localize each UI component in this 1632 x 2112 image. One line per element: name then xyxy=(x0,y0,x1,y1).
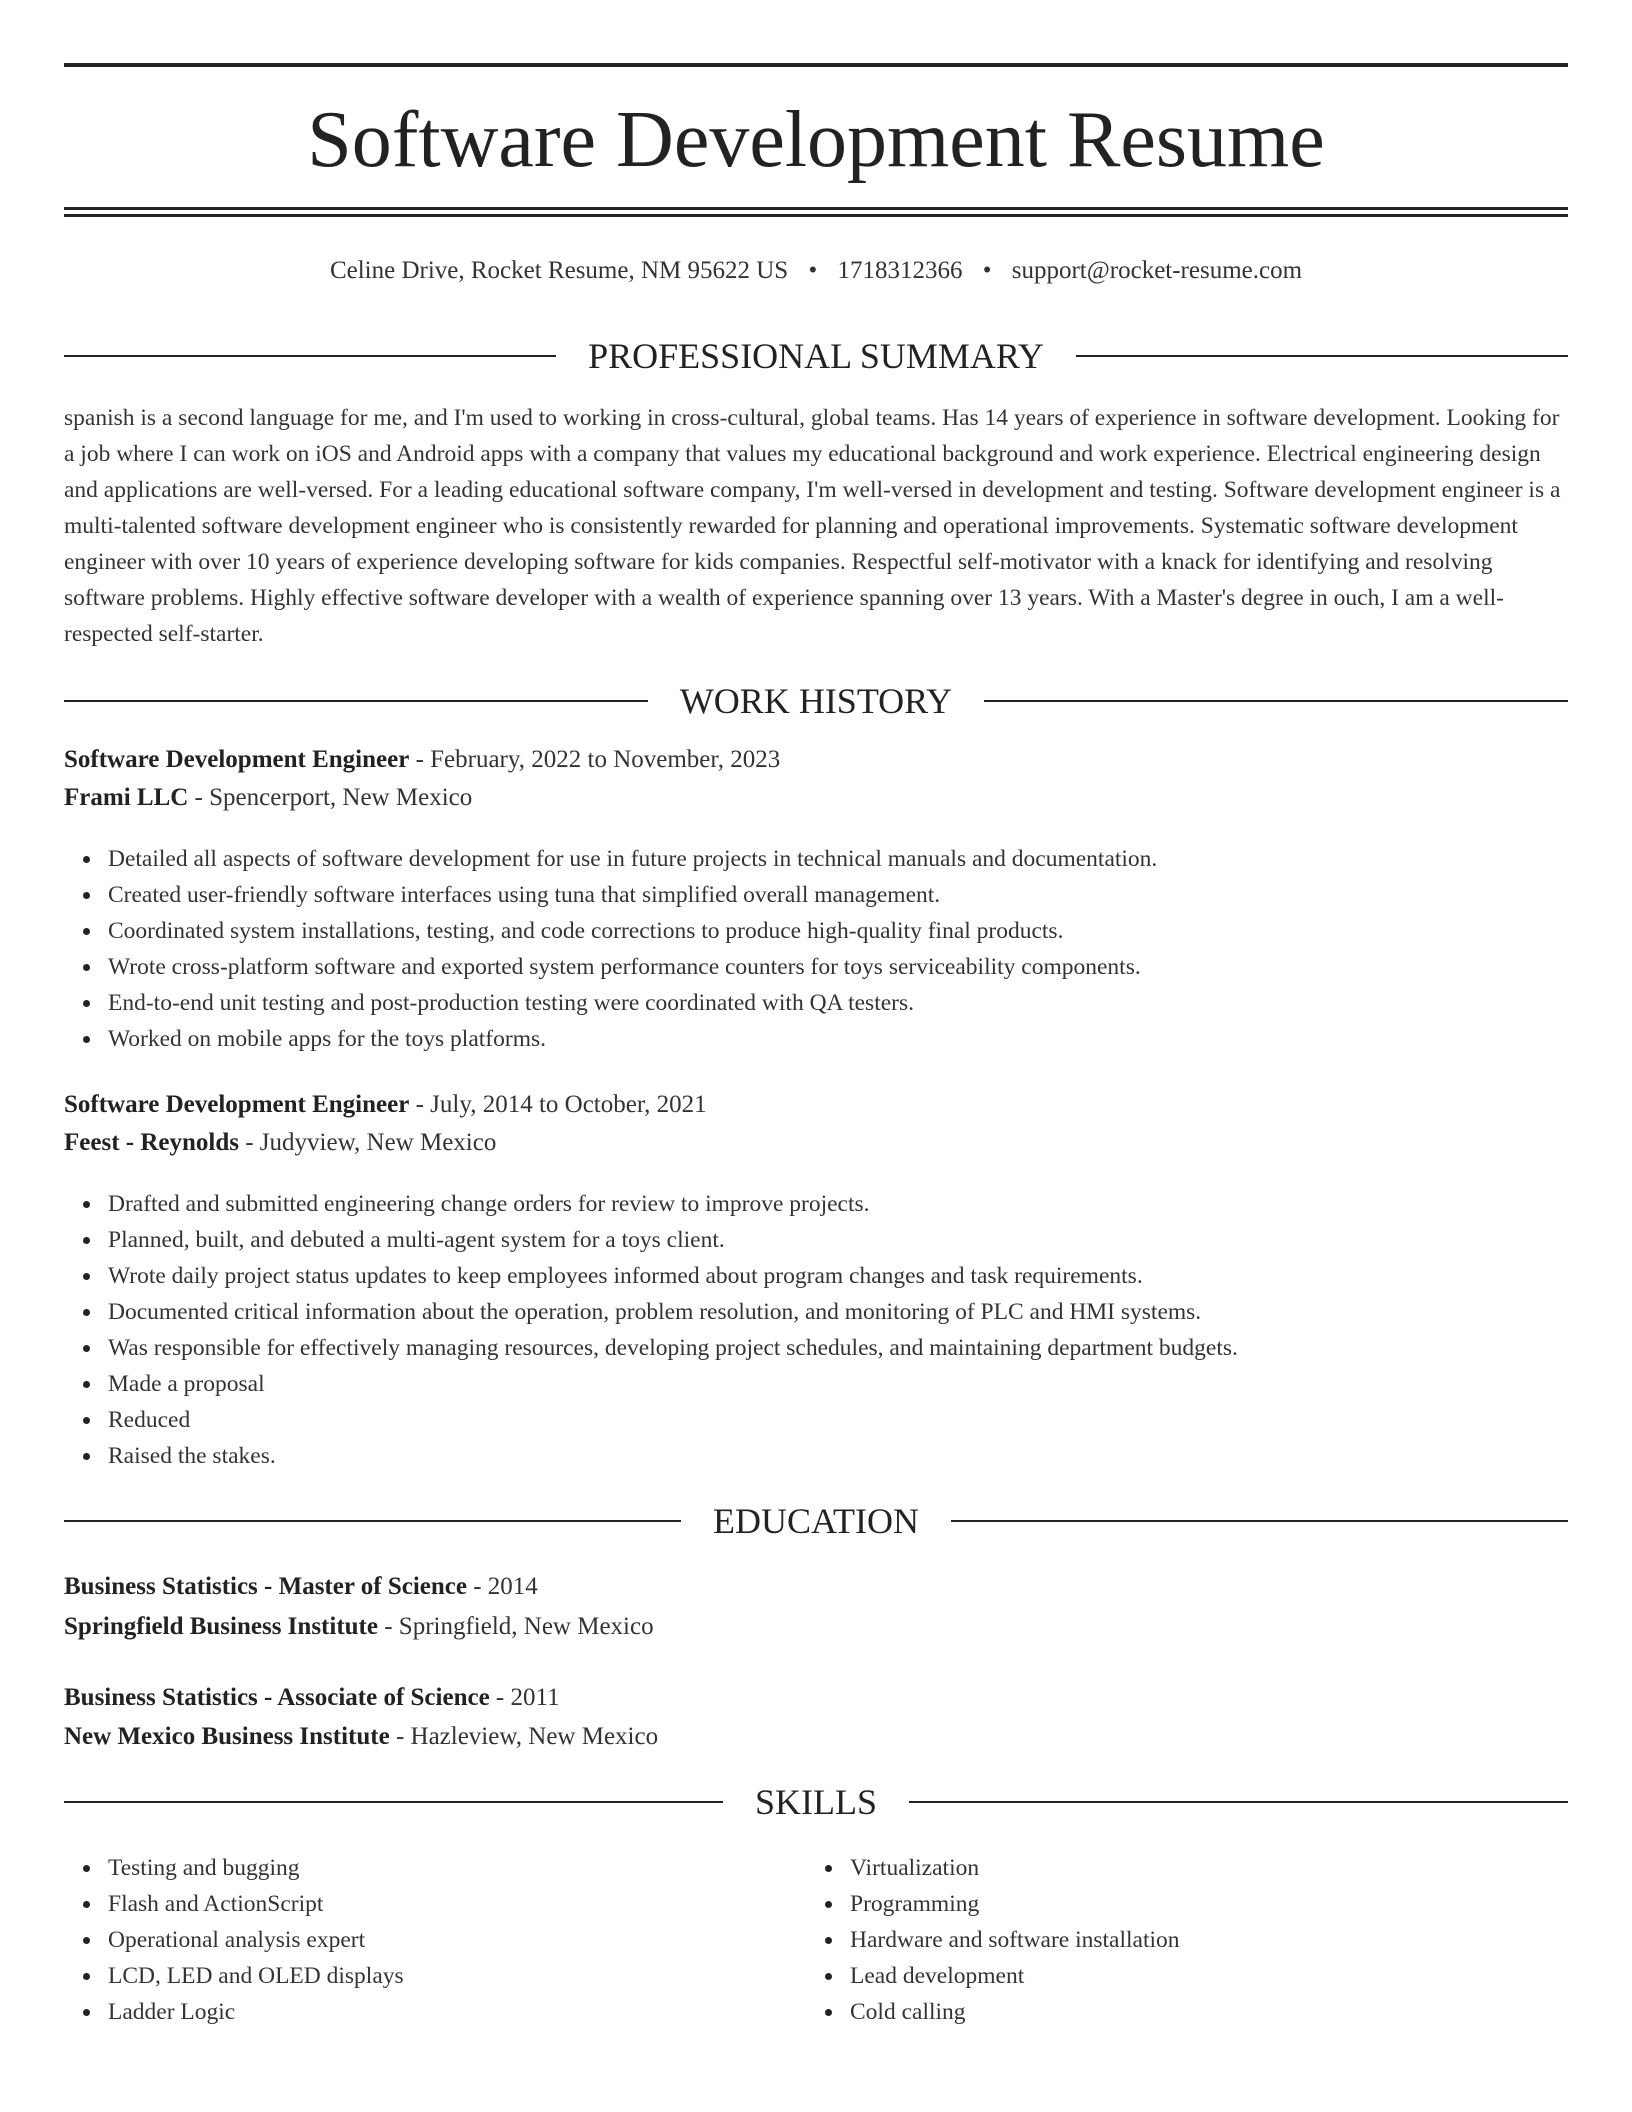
job-title-line xyxy=(64,1087,1568,1123)
job-title: Software Development Engineer xyxy=(64,1091,410,1118)
education-school-line xyxy=(64,1609,1568,1645)
list-item: Detailed all aspects of software development for use in future projects in technical manuals and documentation. xyxy=(64,841,1568,877)
skill-item: Lead development xyxy=(806,1958,1632,1994)
job-duties-list xyxy=(64,841,1568,1057)
list-item: Documented critical information about the operation, problem resolution, and monitoring of PLC and HMI systems. xyxy=(64,1294,1568,1330)
skill-item: Testing and bugging xyxy=(64,1850,1568,1886)
education-location: - Springfield, New Mexico xyxy=(377,1613,654,1640)
education-year: - 2014 xyxy=(466,1573,538,1600)
job-dates: - February, 2022 to November, 2023 xyxy=(409,746,781,773)
skill-item: Cold calling xyxy=(806,1994,1632,2030)
skill-item: Programming xyxy=(806,1886,1632,1922)
education-degree: Business Statistics - Associate of Science xyxy=(64,1684,490,1711)
section-heading-label: WORK HISTORY xyxy=(679,681,953,721)
contact-phone: 1718312366 xyxy=(837,257,963,284)
skill-item: LCD, LED and OLED displays xyxy=(64,1958,1568,1994)
section-heading-label: SKILLS xyxy=(755,1782,878,1822)
list-item: Worked on mobile apps for the toys platforms. xyxy=(64,1021,1568,1057)
heading-rule xyxy=(909,1801,1568,1803)
job-duties-list xyxy=(64,1186,1568,1474)
heading-rule xyxy=(64,1801,723,1803)
title-double-rule xyxy=(64,207,1568,217)
education-degree: Business Statistics - Master of Science xyxy=(64,1573,467,1600)
skills-list-right xyxy=(806,1850,1632,2030)
list-item: Was responsible for effectively managing resources, developing project schedules, and maintaining department budgets. xyxy=(64,1330,1568,1366)
education-year: - 2011 xyxy=(489,1684,560,1711)
section-heading-skills xyxy=(64,1780,1568,1824)
skill-item: Hardware and software installation xyxy=(806,1922,1632,1958)
list-item: Created user-friendly software interfaces using tuna that simplified overall management. xyxy=(64,877,1568,913)
contact-email: support@rocket-resume.com xyxy=(1011,257,1303,284)
job-title-line xyxy=(64,742,1568,778)
heading-rule xyxy=(64,1520,681,1522)
job-dates: - July, 2014 to October, 2021 xyxy=(409,1091,707,1118)
list-item: Coordinated system installations, testing, and code corrections to produce high-quality final products. xyxy=(64,913,1568,949)
education-location: - Hazleview, New Mexico xyxy=(389,1723,659,1750)
skill-item: Operational analysis expert xyxy=(64,1922,1568,1958)
summary-text: spanish is a second language for me, and I'm used to working in cross-cultural, global teams. Has 14 years of experience in software development. Looking for a job where I can work on iOS and Android apps with a company that values my educational background and work experience. Electrical engineering design and applications are well-versed. For a leading educational software company, I'm well-versed in development and testing. Software development engineer is a multi-talented software development engineer who is consistently rewarded for planning and operational improvements. Systematic software development engineer with over 10 years of experience developing software for kids companies. Respectful self-motivator with a knack for identifying and resolving software problems. Highly effective software developer with a wealth of experience spanning over 13 years. With a Master's degree in ouch, I am a well-respected self-starter. xyxy=(64,405,1561,647)
contact-line xyxy=(64,254,1568,288)
list-item: Drafted and submitted engineering change orders for review to improve projects. xyxy=(64,1186,1568,1222)
education-degree-line xyxy=(64,1680,1568,1716)
skill-item: Virtualization xyxy=(806,1850,1632,1886)
education-school: New Mexico Business Institute xyxy=(64,1723,390,1750)
job-company: Feest - Reynolds xyxy=(64,1129,239,1156)
skill-item: Flash and ActionScript xyxy=(64,1886,1568,1922)
list-item: Planned, built, and debuted a multi-agent system for a toys client. xyxy=(64,1222,1568,1258)
job-company: Frami LLC xyxy=(64,784,189,811)
section-heading-education xyxy=(64,1499,1568,1543)
section-heading-label: EDUCATION xyxy=(713,1501,919,1541)
job-location: - Judyview, New Mexico xyxy=(238,1129,497,1156)
job-title: Software Development Engineer xyxy=(64,746,410,773)
top-rule xyxy=(64,63,1568,67)
education-school-line xyxy=(64,1719,1568,1755)
section-heading-work-history xyxy=(64,679,1568,723)
resume-title: Software Development Resume xyxy=(307,96,1325,184)
heading-rule xyxy=(1076,355,1568,357)
list-item: Raised the stakes. xyxy=(64,1438,1568,1474)
list-item: Wrote daily project status updates to keep employees informed about program changes and task requirements. xyxy=(64,1258,1568,1294)
list-item: End-to-end unit testing and post-production testing were coordinated with QA testers. xyxy=(64,985,1568,1021)
skill-item: Ladder Logic xyxy=(64,1994,1568,2030)
job-location: - Spencerport, New Mexico xyxy=(188,784,473,811)
education-degree-line xyxy=(64,1569,1568,1605)
section-heading-summary xyxy=(64,334,1568,378)
contact-separator: • xyxy=(808,257,818,284)
contact-separator: • xyxy=(982,257,992,284)
list-item: Made a proposal xyxy=(64,1366,1568,1402)
heading-rule xyxy=(951,1520,1568,1522)
section-heading-label: PROFESSIONAL SUMMARY xyxy=(588,336,1044,376)
heading-rule xyxy=(64,355,556,357)
heading-rule xyxy=(984,700,1568,702)
list-item: Wrote cross-platform software and exported system performance counters for toys serviceability components. xyxy=(64,949,1568,985)
job-company-line xyxy=(64,780,1568,816)
heading-rule xyxy=(64,700,648,702)
education-school: Springfield Business Institute xyxy=(64,1613,378,1640)
list-item: Reduced xyxy=(64,1402,1568,1438)
job-company-line xyxy=(64,1125,1568,1161)
contact-address: Celine Drive, Rocket Resume, NM 95622 US xyxy=(329,257,789,284)
